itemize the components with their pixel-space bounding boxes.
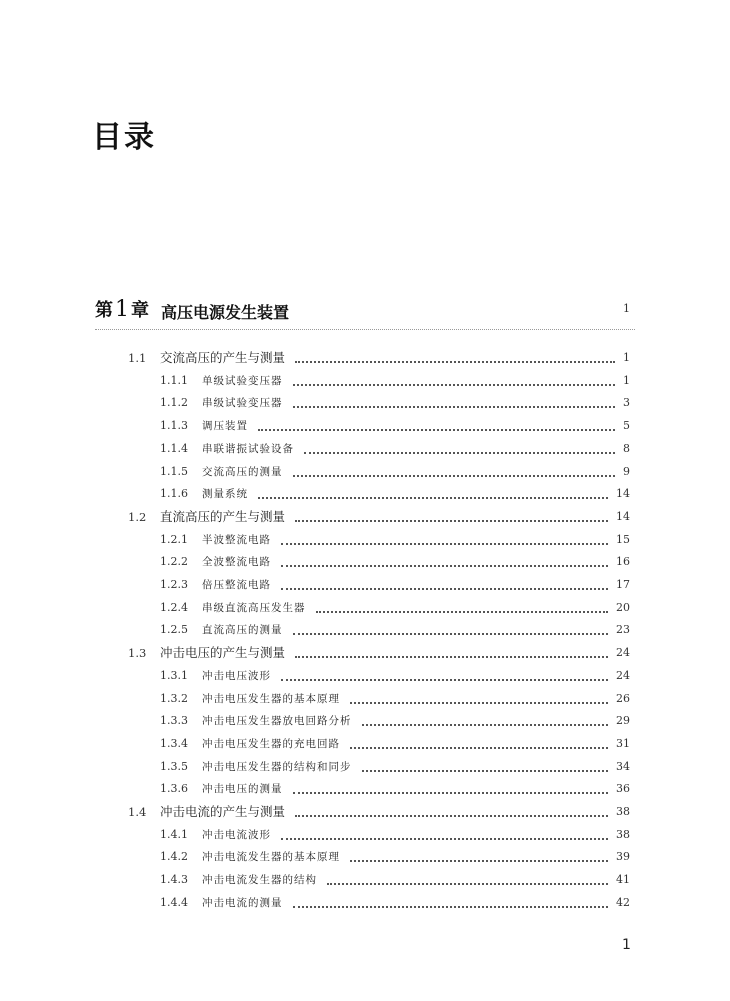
entry-page: 14 (612, 508, 630, 526)
entry-title: 冲击电流发生器的基本原理 (202, 848, 344, 866)
entry-title: 交流高压的产生与测量 (160, 349, 289, 367)
entry-number: 1.1.3 (160, 419, 188, 433)
entry-number: 1.2.2 (160, 555, 188, 569)
entry-number: 1.3.6 (160, 782, 188, 796)
entry-page: 31 (612, 735, 630, 753)
entry-number: 1.3.3 (160, 714, 188, 728)
dot-leader (281, 565, 608, 567)
entry-number: 1.2.4 (160, 600, 188, 614)
dot-leader (258, 497, 608, 499)
entry-title: 直流高压的测量 (202, 621, 287, 639)
toc-subsection-entry[interactable] (160, 780, 630, 798)
toc-subsection-entry[interactable] (160, 463, 630, 481)
entry-page: 14 (612, 485, 630, 503)
dot-leader (304, 452, 615, 454)
dot-leader (293, 906, 608, 908)
entry-title: 调压装置 (202, 417, 252, 435)
chapter-page: 1 (623, 302, 630, 315)
toc-heading: 目录 (92, 120, 156, 155)
toc-section-entry[interactable] (128, 803, 630, 821)
entry-number: 1.2 (128, 509, 147, 524)
entry-title: 冲击电流的测量 (202, 894, 287, 912)
dot-leader (350, 702, 608, 704)
entry-number: 1.3.5 (160, 759, 188, 773)
dot-leader (281, 588, 608, 590)
dot-leader (293, 384, 615, 386)
toc-subsection-entry[interactable] (160, 485, 630, 503)
toc-subsection-entry[interactable] (160, 826, 630, 844)
entry-page: 41 (612, 871, 630, 889)
toc-section-entry[interactable] (128, 644, 630, 662)
entry-page: 42 (612, 894, 630, 912)
entry-title: 交流高压的测量 (202, 463, 287, 481)
entry-number: 1.3.4 (160, 736, 188, 750)
entry-number: 1.4 (128, 805, 147, 819)
entry-page: 8 (619, 440, 630, 458)
entry-title: 倍压整流电路 (202, 576, 275, 594)
entry-number: 1.3.1 (160, 668, 188, 682)
entry-page: 36 (612, 780, 630, 798)
dot-leader (258, 429, 615, 431)
entry-title: 半波整流电路 (202, 531, 275, 549)
entry-title: 串级试验变压器 (202, 394, 287, 412)
toc-subsection-entry[interactable] (160, 735, 630, 753)
entry-title: 冲击电压发生器的充电回路 (202, 735, 344, 753)
toc-subsection-entry[interactable] (160, 372, 630, 390)
dot-leader (293, 475, 615, 477)
entry-number: 1.3.2 (160, 691, 188, 705)
entry-title: 串联谐振试验设备 (202, 440, 298, 458)
dot-leader (293, 792, 608, 794)
entry-page: 38 (612, 803, 630, 821)
entry-number: 1.1.6 (160, 487, 188, 501)
entry-number: 1.2.1 (160, 532, 188, 546)
entry-page: 9 (619, 463, 630, 481)
dot-leader (281, 838, 608, 840)
entry-title: 冲击电压发生器放电回路分析 (202, 712, 356, 730)
entry-page: 24 (612, 667, 630, 685)
toc-subsection-entry[interactable] (160, 440, 630, 458)
entry-number: 1.1.1 (160, 373, 188, 387)
entry-page: 17 (612, 576, 630, 594)
entry-number: 1.2.3 (160, 578, 188, 591)
toc-subsection-entry[interactable] (160, 599, 630, 617)
dot-leader (362, 770, 608, 772)
entry-title: 冲击电压发生器的结构和同步 (202, 758, 356, 776)
toc-subsection-entry[interactable] (160, 621, 630, 639)
entry-page: 29 (612, 712, 630, 730)
toc-subsection-entry[interactable] (160, 667, 630, 685)
entry-page: 39 (612, 848, 630, 866)
entry-title: 全波整流电路 (202, 553, 275, 571)
toc-subsection-entry[interactable] (160, 394, 630, 412)
entry-title: 串级直流高压发生器 (202, 599, 310, 617)
entry-page: 26 (612, 690, 630, 708)
toc-section-entry[interactable] (128, 508, 630, 526)
dot-leader (362, 724, 608, 726)
toc-subsection-entry[interactable] (160, 576, 630, 594)
toc-subsection-entry[interactable] (160, 712, 630, 730)
dot-leader (316, 611, 608, 613)
page-number: 1 (622, 937, 631, 953)
toc-subsection-entry[interactable] (160, 894, 630, 912)
toc-section-entry[interactable] (128, 349, 630, 367)
entry-page: 1 (619, 372, 630, 390)
entry-number: 1.4.1 (160, 827, 188, 841)
chapter-title: 高压电源发生装置 (161, 303, 290, 322)
chapter-label-suffix: 章 (131, 300, 149, 321)
entry-title: 冲击电流波形 (202, 826, 275, 844)
entry-page: 16 (612, 553, 630, 571)
entry-title: 冲击电压的测量 (202, 780, 287, 798)
entry-title: 测量系统 (202, 485, 252, 503)
dot-leader (295, 361, 615, 363)
toc-subsection-entry[interactable] (160, 417, 630, 435)
entry-number: 1.1.2 (160, 396, 188, 410)
entry-title: 冲击电压的产生与测量 (160, 644, 289, 662)
entry-number: 1.4.4 (160, 895, 188, 909)
toc-subsection-entry[interactable] (160, 848, 630, 866)
entry-title: 冲击电流发生器的结构 (202, 871, 321, 889)
toc-subsection-entry[interactable] (160, 871, 630, 889)
entry-page: 5 (619, 417, 630, 435)
dot-leader (350, 747, 608, 749)
toc-subsection-entry[interactable] (160, 690, 630, 708)
dot-leader (293, 633, 608, 635)
dot-leader (293, 406, 615, 408)
entry-number: 1.1.4 (160, 441, 188, 455)
entry-number: 1.4.2 (160, 850, 188, 864)
toc-subsection-entry[interactable] (160, 758, 630, 776)
entry-number: 1.4.3 (160, 873, 188, 887)
entry-page: 38 (612, 826, 630, 844)
toc-subsection-entry[interactable] (160, 553, 630, 571)
dot-leader (327, 883, 608, 885)
dot-leader (281, 679, 608, 681)
entry-number: 1.1.5 (160, 464, 188, 478)
entry-page: 15 (612, 531, 630, 549)
dot-leader (295, 656, 608, 658)
dot-leader (295, 815, 608, 817)
entry-number: 1.1 (128, 351, 147, 365)
entry-title: 冲击电压波形 (202, 667, 275, 685)
toc-subsection-entry[interactable] (160, 531, 630, 549)
dot-leader (350, 860, 608, 862)
dot-leader (281, 543, 608, 545)
entry-page: 3 (619, 394, 630, 412)
entry-page: 34 (612, 758, 630, 776)
entry-number: 1.3 (128, 646, 147, 661)
entry-title: 冲击电压发生器的基本原理 (202, 690, 344, 708)
entry-page: 20 (612, 599, 630, 617)
entry-page: 23 (612, 621, 630, 639)
entry-page: 1 (619, 349, 630, 367)
entry-title: 直流高压的产生与测量 (160, 508, 289, 526)
chapter-label-prefix: 第 (95, 300, 113, 321)
entry-title: 冲击电流的产生与测量 (160, 803, 289, 821)
dot-leader (295, 520, 608, 522)
entry-page: 24 (612, 644, 630, 662)
chapter-number: 1 (115, 297, 129, 322)
entry-title: 单级试验变压器 (202, 372, 287, 390)
entry-number: 1.2.5 (160, 623, 188, 637)
